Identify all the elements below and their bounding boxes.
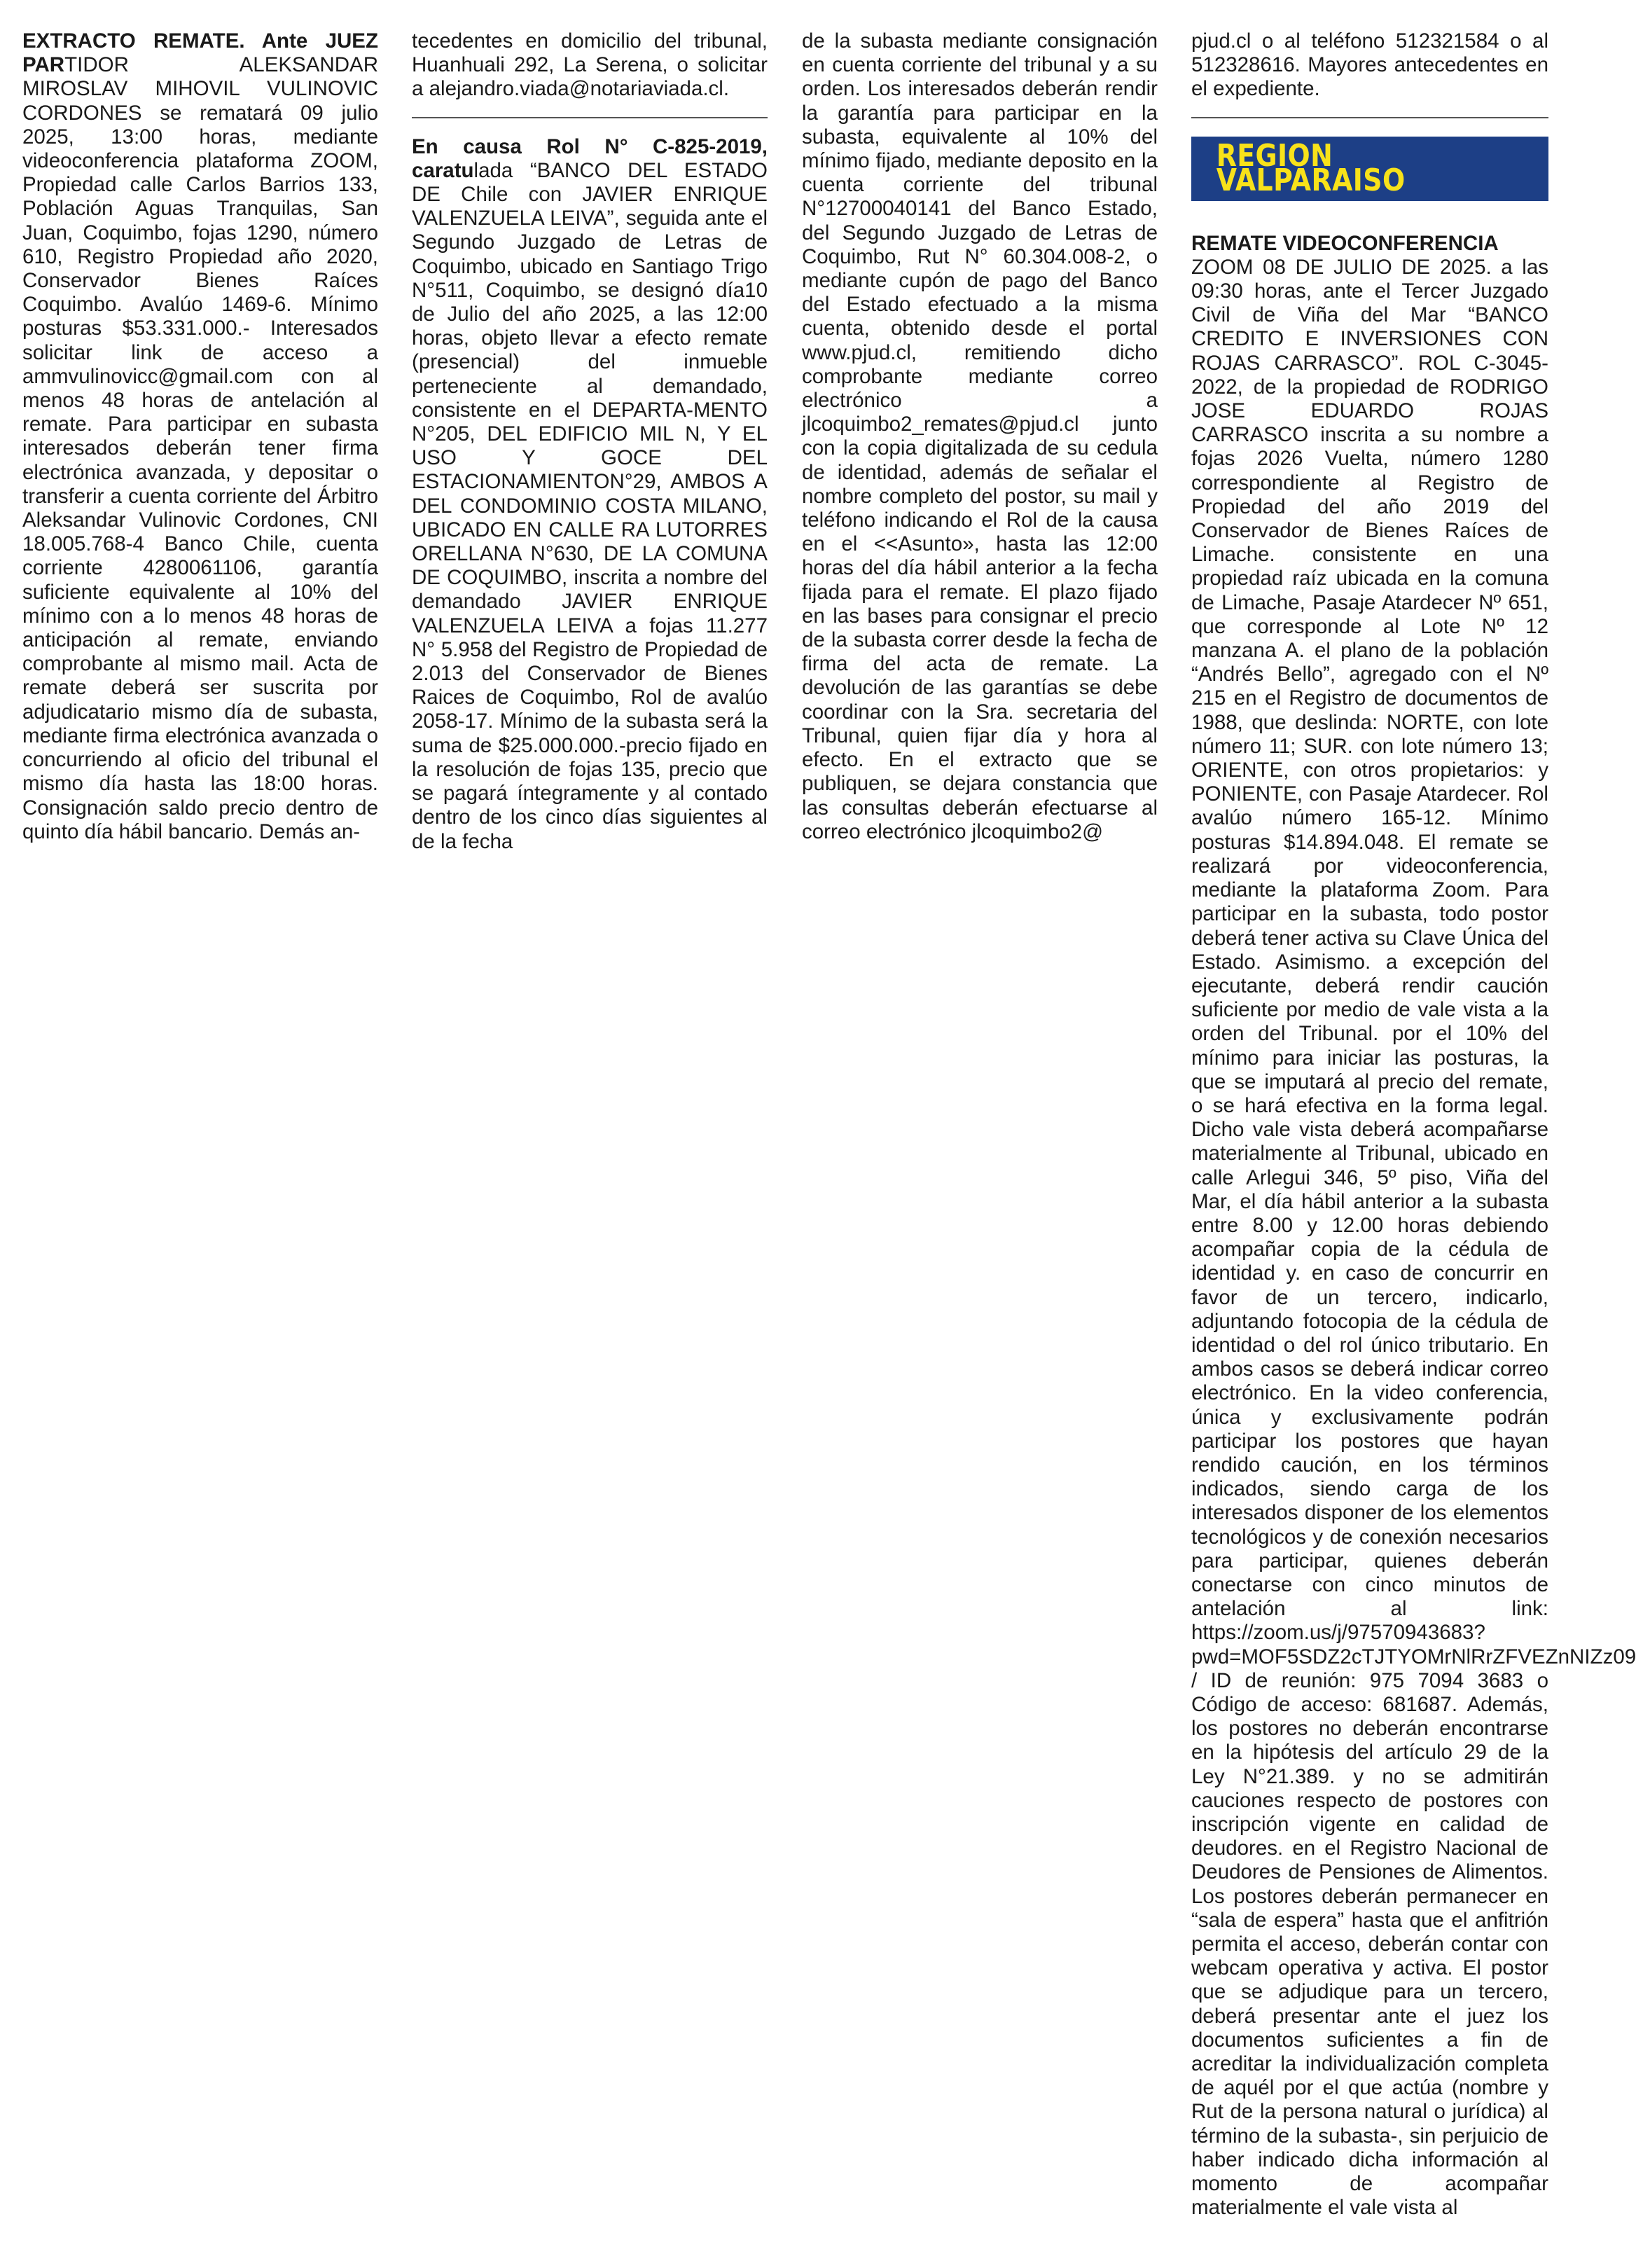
notice-body: ZOOM 08 DE JULIO DE 2025. a las 09:30 horas, ante el Tercer Juzgado Civil de Viña del Mar “BANCO CREDITO E INVERSIONES CON ROJAS CARRASCO”. ROL C-3045-2022, de la propiedad de RODRIGO JOSE EDUARDO ROJAS CARRASCO inscrita a su nombre a fojas 2026 Vuelta, número 1280 correspondiente al Registro de Propiedad del año 2019 del Conservador de Bienes Raíces de Limache. consistente en una propiedad raíz ubicada en la comuna de Limache, Pasaje Atardecer Nº 651, que corresponde al Lote Nº 12 manzana A. el plano de la población “Andrés Bello”, agregado con el Nº 215 en el Registro de documentos de 1988, que deslinda: NORTE, con lote número 11; SUR. con lote número 13; ORIENTE, con otros propietarios: y PONIENTE, con Pasaje Atardecer. Rol avalúo número 165-12. Mínimo posturas $14.894.048. El remate se realizará por videoconferencia, mediante la plataforma Zoom. Para participar en la subasta, todo postor deberá tener activa su Clave Única del Estado. Asimismo. a excepción del ejecutante, deberá rendir caución suficiente por medio de vale vista a la orden del Tribunal. por el 10% del mínimo para iniciar las posturas, la que se imputará al precio del remate, o se hará efectiva en la forma legal. Dicho vale vista deberá acompañarse materialmente al Tribunal, ubicado en calle Arlegui 346, 5º piso, Viña del Mar, el día hábil anterior a la subasta entre 8.00 y 12.00 horas debiendo acompañar copia de la cédula de identidad y. en caso de concurrir en favor de un tercero, indicarlo, adjuntando fotocopia de la cédula de identidad o del rol único tributario. En ambos casos se deberá indicar correo electrónico. En la video conferencia, única y exclusivamente podrán participar los postores que hayan rendido caución, en los términos indicados, siendo carga de los interesados disponer de los elementos tecnológicos y de conexión necesarios para participar, quienes deberán conectarse con cinco minutos de antelación al link: https://zoom.us/j/97570943683?pwd=MOF5SDZ2cTJTYOMrNlRrZFVEZnNIZz09 / ID de reunión: 975 7094 3683 o Código de acceso: 681687. Además, los postores no deberán encontrarse en la hipótesis del artículo 29 de la Ley N°21.389. y no se admitirán cauciones respecto de postores con inscripción vigente en calidad de deudores. en el Registro Nacional de Deudores de Pensiones de Alimentos. Los postores deberán permanecer en “sala de espera” hasta que el anfitrión permita el acceso, deberán contar con webcam operativa y activa. El postor que se adjudique para un tercero, deberá presentar ante el juez los documentos suficientes a fin de acreditar la individualización completa de aquél por el que actúa (nombre y Rut de la persona natural o jurídica) al término de la subasta-, sin perjuicio de haber indicado dicha información al momento de acompañar materialmente el vale vista al	[1191, 255, 1636, 2220]
notice-divider	[412, 117, 768, 118]
notice-continuation: tecedentes en domicilio del tribunal, Huanhuali 292, La Serena, o solicitar a alejandro.viada@notariaviada.cl.	[412, 29, 768, 101]
notice-lead: En causa Rol N° C-825-2019, caratu	[412, 134, 768, 182]
notice-remate-videoconferencia	[1191, 231, 1636, 2220]
notice-remate-c-825-2019-continued: de la subasta mediante consignación en cuenta corriente del tribunal y a su orden. Los interesados deberán rendir la garantía para participar en la subasta, equivalente al 10% del mínimo fijado, mediante deposito en la cuenta corriente del tribunal N°12700040141 del Banco Estado, del Segundo Juzgado de Letras de Coquimbo, Rut N° 60.304.008-2, o mediante cupón de pago del Banco del Estado efectuado a la misma cuenta, obtenido desde el portal www.pjud.cl, remitiendo dicho comprobante mediante correo electrónico a jlcoquimbo2_remates@pjud.cl junto con la copia digitalizada de su cedula de identidad, además de señalar el nombre completo del postor, su mail y teléfono indicando el Rol de la causa en el <<Asunto», hasta las 12:00 horas del día hábil anterior a la fecha fijada para el remate. El plazo fijado en las bases para consignar el precio de la subasta correr desde la fecha de firma del acta de remate. La devolución de las garantías se debe coordinar con la Sra. secretaria del Tribunal, quien fijar día y hora al efecto. En el extracto que se publiquen, se dejara constancia que las consultas deberán efectuarse al correo electrónico jlcoquimbo2@	[802, 29, 1158, 843]
notice-lead: EXTRACTO REMATE. Ante JUEZ PAR	[22, 29, 378, 77]
notice-continuation: pjud.cl o al teléfono 512321584 o al 512328616. Mayores antecedentes en el expediente.	[1191, 29, 1548, 101]
notice-remate-c-825-2019	[412, 135, 768, 854]
region-banner	[1191, 137, 1548, 201]
column-3	[802, 29, 1158, 844]
notice-divider	[1191, 117, 1548, 118]
column-1	[22, 29, 378, 844]
region-banner-label: REGION VALPARAISO	[1216, 138, 1406, 198]
notice-lead: REMATE VIDEOCONFERENCIA	[1191, 231, 1499, 255]
notice-remate-vulinovic	[22, 29, 378, 844]
column-2	[412, 29, 768, 854]
notice-body: lada “BANCO DEL ESTADO DE Chile con JAVIER ENRIQUE VALENZUELA LEIVA”, seguida ante el Segundo Juzgado de Letras de Coquimbo, ubicado en Santiago Trigo N°511, Coquimbo, se designó día10 de Julio del año 2025, a las 12:00 horas, objeto llevar a efecto remate (presencial) del inmueble perteneciente al demandado, consistente en el DEPARTA-MENTO N°205, DEL EDIFICIO MIL N, Y EL USO Y GOCE DEL ESTACIONAMIENTON°29, AMBOS A DEL CONDOMINIO COSTA MILANO, UBICADO EN CALLE RA LUTORRES ORELLANA N°630, DE LA COMUNA DE COQUIMBO, inscrita a nombre del demandado JAVIER ENRIQUE VALENZUELA LEIVA a fojas 11.277 N° 5.958 del Registro de Propiedad de 2.013 del Conservador de Bienes Raices de Coquimbo, Rol de avalúo 2058-17. Mínimo de la subasta será la suma de $25.000.000.-precio fijado en la resolución de fojas 135, precio que se pagará íntegramente y al contado dentro de los cinco días siguientes al de la fecha	[412, 158, 768, 853]
column-4	[1191, 29, 1636, 2220]
notice-body: TIDOR ALEKSANDAR MIROSLAV MIHOVIL VULINOVIC CORDONES se rematará 09 julio 2025, 13:00 horas, mediante videoconferencia plataforma ZOOM, Propiedad calle Carlos Barrios 133, Población Aguas Tranquilas, San Juan, Coquimbo, fojas 1290, número 610, Registro Propiedad año 2020, Conservador Bienes Raíces Coquimbo. Avalúo 1469-6. Mínimo posturas $53.331.000.- Interesados solicitar link de acceso a ammvulinovicc@gmail.com con al menos 48 horas de antelación al remate. Para participar en subasta interesados deberán tener firma electrónica avanzada, y depositar o transferir a cuenta corriente del Árbitro Aleksandar Vulinovic Cordones, CNI 18.005.768-4 Banco Chile, cuenta corriente 4280061106, garantía suficiente equivalente al 10% del mínimo con a lo menos 48 horas de anticipación al remate, enviando comprobante al mismo mail. Acta de remate deberá ser suscrita por adjudicatario mismo día de subasta, mediante firma electrónica avanzada o concurriendo al oficio del tribunal el mismo día hasta las 18:00 horas. Consignación saldo precio dentro de quinto día hábil bancario. Demás an-	[22, 53, 378, 843]
